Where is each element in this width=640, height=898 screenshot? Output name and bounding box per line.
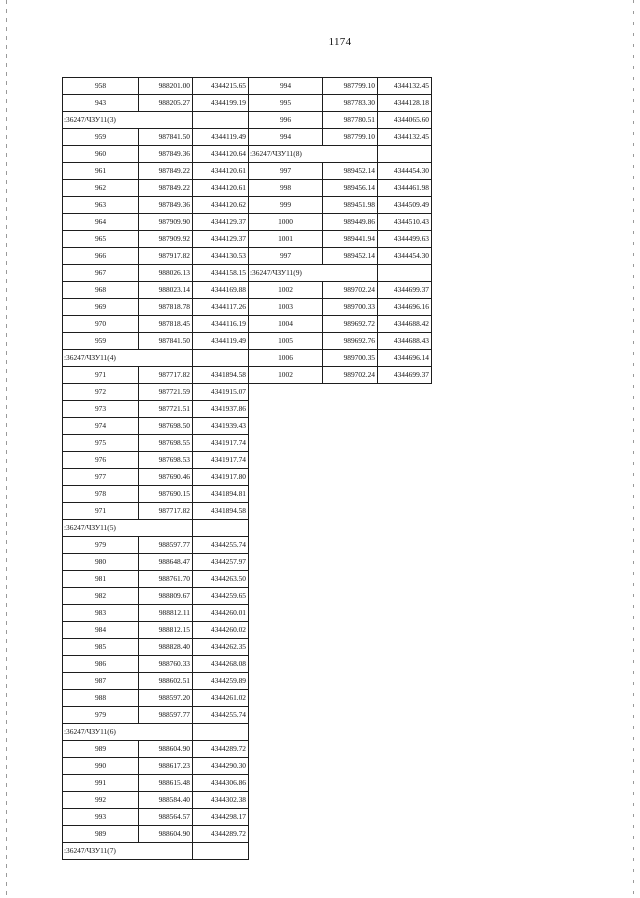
y-coordinate: 4344259.65	[193, 588, 249, 605]
x-coordinate: 988812.15	[139, 622, 193, 639]
table-row	[249, 231, 432, 248]
y-coordinate: 4344215.65	[193, 78, 249, 95]
point-number: 1006	[249, 350, 323, 367]
y-coordinate: 4344699.37	[378, 282, 432, 299]
x-coordinate: 988812.11	[139, 605, 193, 622]
table-row	[63, 401, 249, 418]
x-coordinate: 989700.33	[323, 299, 378, 316]
point-number: 995	[249, 95, 323, 112]
x-coordinate: 989700.35	[323, 350, 378, 367]
point-number: 997	[249, 163, 323, 180]
point-number: 997	[249, 248, 323, 265]
table-row	[249, 367, 432, 384]
parcel-label: :36247/ЧЗУ11(7)	[63, 843, 193, 860]
x-coordinate: 987690.15	[139, 486, 193, 503]
table-row	[249, 299, 432, 316]
y-coordinate: 4344169.88	[193, 282, 249, 299]
x-coordinate: 987690.46	[139, 469, 193, 486]
y-coordinate: 4344688.43	[378, 333, 432, 350]
y-coordinate: 4344130.53	[193, 248, 249, 265]
x-coordinate: 987721.59	[139, 384, 193, 401]
parcel-label: :36247/ЧЗУ11(9)	[249, 265, 378, 282]
y-coordinate: 4344699.37	[378, 367, 432, 384]
table-row	[63, 95, 249, 112]
table-row	[249, 214, 432, 231]
table-row	[63, 639, 249, 656]
table-row	[249, 316, 432, 333]
point-number: 959	[63, 333, 139, 350]
x-coordinate: 987717.82	[139, 367, 193, 384]
x-coordinate: 988604.90	[139, 741, 193, 758]
y-coordinate: 4344688.42	[378, 316, 432, 333]
x-coordinate: 987849.36	[139, 197, 193, 214]
point-number: 998	[249, 180, 323, 197]
point-number: 985	[63, 639, 139, 656]
table-row	[63, 503, 249, 520]
x-coordinate: 987841.50	[139, 129, 193, 146]
table-row	[63, 146, 249, 163]
x-coordinate: 987783.30	[323, 95, 378, 112]
x-coordinate: 988828.40	[139, 639, 193, 656]
table-row	[63, 486, 249, 503]
table-row	[63, 367, 249, 384]
y-coordinate: 4344158.15	[193, 265, 249, 282]
page-number: 1174	[328, 36, 352, 48]
point-number: 1001	[249, 231, 323, 248]
x-coordinate: 988615.48	[139, 775, 193, 792]
table-row	[63, 826, 249, 843]
y-coordinate: 4344461.98	[378, 180, 432, 197]
x-coordinate: 989456.14	[323, 180, 378, 197]
x-coordinate: 988597.77	[139, 707, 193, 724]
x-coordinate: 989702.24	[323, 367, 378, 384]
x-coordinate: 989692.76	[323, 333, 378, 350]
x-coordinate: 987909.92	[139, 231, 193, 248]
parcel-header-row	[63, 350, 249, 367]
point-number: 980	[63, 554, 139, 571]
y-coordinate: 4344261.02	[193, 690, 249, 707]
x-coordinate: 988604.90	[139, 826, 193, 843]
y-coordinate: 4344298.17	[193, 809, 249, 826]
table-row	[63, 571, 249, 588]
y-coordinate: 4341917.74	[193, 452, 249, 469]
table-row	[63, 469, 249, 486]
y-coordinate: 4344128.18	[378, 95, 432, 112]
point-number: 963	[63, 197, 139, 214]
y-coordinate: 4344499.63	[378, 231, 432, 248]
x-coordinate: 988026.13	[139, 265, 193, 282]
point-number: 964	[63, 214, 139, 231]
x-coordinate: 987799.10	[323, 78, 378, 95]
point-number: 991	[63, 775, 139, 792]
y-coordinate: 4344696.16	[378, 299, 432, 316]
y-coordinate: 4344289.72	[193, 741, 249, 758]
scan-edge-right	[633, 0, 634, 898]
parcel-label: :36247/ЧЗУ11(3)	[63, 112, 193, 129]
point-number: 971	[63, 503, 139, 520]
table-row	[249, 180, 432, 197]
table-row	[63, 418, 249, 435]
table-row	[63, 741, 249, 758]
y-coordinate: 4344259.89	[193, 673, 249, 690]
y-coordinate: 4344290.30	[193, 758, 249, 775]
y-coordinate: 4344129.37	[193, 231, 249, 248]
y-coordinate: 4344120.61	[193, 163, 249, 180]
point-number: 974	[63, 418, 139, 435]
parcel-label: :36247/ЧЗУ11(8)	[249, 146, 378, 163]
point-number: 1002	[249, 282, 323, 299]
table-row	[249, 333, 432, 350]
x-coordinate: 987818.45	[139, 316, 193, 333]
point-number: 966	[63, 248, 139, 265]
empty-cell	[193, 350, 249, 367]
parcel-label: :36247/ЧЗУ11(5)	[63, 520, 193, 537]
table-row	[63, 282, 249, 299]
table-row	[63, 248, 249, 265]
point-number: 979	[63, 537, 139, 554]
y-coordinate: 4344510.43	[378, 214, 432, 231]
parcel-header-row	[249, 265, 432, 282]
y-coordinate: 4341894.58	[193, 503, 249, 520]
x-coordinate: 987721.51	[139, 401, 193, 418]
x-coordinate: 988564.57	[139, 809, 193, 826]
empty-cell	[378, 146, 432, 163]
table-row	[63, 537, 249, 554]
point-number: 989	[63, 826, 139, 843]
table-row	[63, 214, 249, 231]
y-coordinate: 4344257.97	[193, 554, 249, 571]
point-number: 996	[249, 112, 323, 129]
table-row	[63, 333, 249, 350]
table-row	[63, 265, 249, 282]
y-coordinate: 4344306.86	[193, 775, 249, 792]
y-coordinate: 4344120.64	[193, 146, 249, 163]
parcel-header-row	[63, 112, 249, 129]
y-coordinate: 4344454.30	[378, 248, 432, 265]
y-coordinate: 4341939.43	[193, 418, 249, 435]
parcel-label: :36247/ЧЗУ11(4)	[63, 350, 193, 367]
y-coordinate: 4344255.74	[193, 707, 249, 724]
point-number: 958	[63, 78, 139, 95]
table-row	[63, 78, 249, 95]
coordinates-table-right	[248, 77, 432, 384]
table-row	[63, 588, 249, 605]
point-number: 994	[249, 78, 323, 95]
x-coordinate: 987698.50	[139, 418, 193, 435]
table-row	[249, 95, 432, 112]
x-coordinate: 988023.14	[139, 282, 193, 299]
point-number: 960	[63, 146, 139, 163]
x-coordinate: 987799.10	[323, 129, 378, 146]
scan-edge-left	[6, 0, 7, 898]
y-coordinate: 4344117.26	[193, 299, 249, 316]
table-row	[249, 282, 432, 299]
table-row	[63, 316, 249, 333]
x-coordinate: 988597.20	[139, 690, 193, 707]
table-row	[249, 163, 432, 180]
table-row	[63, 707, 249, 724]
point-number: 969	[63, 299, 139, 316]
table-row	[63, 673, 249, 690]
empty-cell	[193, 520, 249, 537]
x-coordinate: 988617.23	[139, 758, 193, 775]
y-coordinate: 4344065.60	[378, 112, 432, 129]
point-number: 978	[63, 486, 139, 503]
x-coordinate: 989449.86	[323, 214, 378, 231]
point-number: 1005	[249, 333, 323, 350]
y-coordinate: 4344268.08	[193, 656, 249, 673]
table-row	[63, 775, 249, 792]
y-coordinate: 4344132.45	[378, 78, 432, 95]
x-coordinate: 987780.51	[323, 112, 378, 129]
table-row	[63, 129, 249, 146]
point-number: 979	[63, 707, 139, 724]
x-coordinate: 987909.90	[139, 214, 193, 231]
x-coordinate: 988809.67	[139, 588, 193, 605]
y-coordinate: 4344255.74	[193, 537, 249, 554]
x-coordinate: 987849.22	[139, 163, 193, 180]
point-number: 984	[63, 622, 139, 639]
point-number: 988	[63, 690, 139, 707]
table-row	[63, 809, 249, 826]
parcel-label: :36247/ЧЗУ11(6)	[63, 724, 193, 741]
x-coordinate: 989692.72	[323, 316, 378, 333]
x-coordinate: 988602.51	[139, 673, 193, 690]
x-coordinate: 989452.14	[323, 248, 378, 265]
table-row	[249, 197, 432, 214]
table-row	[63, 605, 249, 622]
table-row	[63, 231, 249, 248]
point-number: 975	[63, 435, 139, 452]
x-coordinate: 987698.55	[139, 435, 193, 452]
y-coordinate: 4344289.72	[193, 826, 249, 843]
y-coordinate: 4341917.74	[193, 435, 249, 452]
point-number: 1004	[249, 316, 323, 333]
empty-cell	[193, 112, 249, 129]
table-row	[63, 452, 249, 469]
x-coordinate: 987698.53	[139, 452, 193, 469]
point-number: 973	[63, 401, 139, 418]
point-number: 972	[63, 384, 139, 401]
x-coordinate: 987917.82	[139, 248, 193, 265]
table-row	[63, 758, 249, 775]
table-row	[63, 690, 249, 707]
x-coordinate: 989441.94	[323, 231, 378, 248]
x-coordinate: 988760.33	[139, 656, 193, 673]
y-coordinate: 4344116.19	[193, 316, 249, 333]
point-number: 1003	[249, 299, 323, 316]
point-number: 990	[63, 758, 139, 775]
x-coordinate: 987849.36	[139, 146, 193, 163]
point-number: 943	[63, 95, 139, 112]
x-coordinate: 989451.98	[323, 197, 378, 214]
y-coordinate: 4344199.19	[193, 95, 249, 112]
point-number: 986	[63, 656, 139, 673]
y-coordinate: 4344454.30	[378, 163, 432, 180]
point-number: 987	[63, 673, 139, 690]
point-number: 976	[63, 452, 139, 469]
table-row	[63, 435, 249, 452]
y-coordinate: 4344263.50	[193, 571, 249, 588]
point-number: 1002	[249, 367, 323, 384]
point-number: 983	[63, 605, 139, 622]
point-number: 981	[63, 571, 139, 588]
x-coordinate: 988597.77	[139, 537, 193, 554]
y-coordinate: 4344696.14	[378, 350, 432, 367]
x-coordinate: 988584.40	[139, 792, 193, 809]
point-number: 993	[63, 809, 139, 826]
point-number: 967	[63, 265, 139, 282]
y-coordinate: 4344302.38	[193, 792, 249, 809]
x-coordinate: 988201.00	[139, 78, 193, 95]
point-number: 982	[63, 588, 139, 605]
table-row	[249, 78, 432, 95]
point-number: 989	[63, 741, 139, 758]
parcel-header-row	[63, 724, 249, 741]
table-row	[63, 656, 249, 673]
y-coordinate: 4341894.58	[193, 367, 249, 384]
point-number: 977	[63, 469, 139, 486]
parcel-header-row	[63, 520, 249, 537]
table-row	[63, 163, 249, 180]
table-row	[63, 180, 249, 197]
x-coordinate: 987841.50	[139, 333, 193, 350]
table-row	[63, 299, 249, 316]
parcel-header-row	[63, 843, 249, 860]
y-coordinate: 4344260.02	[193, 622, 249, 639]
x-coordinate: 989702.24	[323, 282, 378, 299]
y-coordinate: 4344119.49	[193, 333, 249, 350]
empty-cell	[378, 265, 432, 282]
y-coordinate: 4344120.62	[193, 197, 249, 214]
y-coordinate: 4344129.37	[193, 214, 249, 231]
table-row	[63, 622, 249, 639]
point-number: 970	[63, 316, 139, 333]
y-coordinate: 4344119.49	[193, 129, 249, 146]
y-coordinate: 4344509.49	[378, 197, 432, 214]
table-row	[63, 554, 249, 571]
y-coordinate: 4344120.61	[193, 180, 249, 197]
table-row	[249, 112, 432, 129]
point-number: 959	[63, 129, 139, 146]
parcel-header-row	[249, 146, 432, 163]
point-number: 1000	[249, 214, 323, 231]
y-coordinate: 4344132.45	[378, 129, 432, 146]
x-coordinate: 989452.14	[323, 163, 378, 180]
point-number: 962	[63, 180, 139, 197]
point-number: 965	[63, 231, 139, 248]
table-row	[249, 350, 432, 367]
y-coordinate: 4341915.07	[193, 384, 249, 401]
table-row	[63, 384, 249, 401]
x-coordinate: 987717.82	[139, 503, 193, 520]
table-row	[63, 792, 249, 809]
empty-cell	[193, 724, 249, 741]
y-coordinate: 4341917.80	[193, 469, 249, 486]
point-number: 971	[63, 367, 139, 384]
y-coordinate: 4341894.81	[193, 486, 249, 503]
point-number: 961	[63, 163, 139, 180]
table-row	[63, 197, 249, 214]
point-number: 992	[63, 792, 139, 809]
x-coordinate: 988648.47	[139, 554, 193, 571]
x-coordinate: 988761.70	[139, 571, 193, 588]
x-coordinate: 987849.22	[139, 180, 193, 197]
y-coordinate: 4344262.35	[193, 639, 249, 656]
table-row	[249, 129, 432, 146]
x-coordinate: 987818.78	[139, 299, 193, 316]
table-row	[249, 248, 432, 265]
y-coordinate: 4344260.01	[193, 605, 249, 622]
empty-cell	[193, 843, 249, 860]
point-number: 968	[63, 282, 139, 299]
x-coordinate: 988205.27	[139, 95, 193, 112]
coordinates-table-left	[62, 77, 249, 860]
point-number: 999	[249, 197, 323, 214]
point-number: 994	[249, 129, 323, 146]
y-coordinate: 4341937.86	[193, 401, 249, 418]
